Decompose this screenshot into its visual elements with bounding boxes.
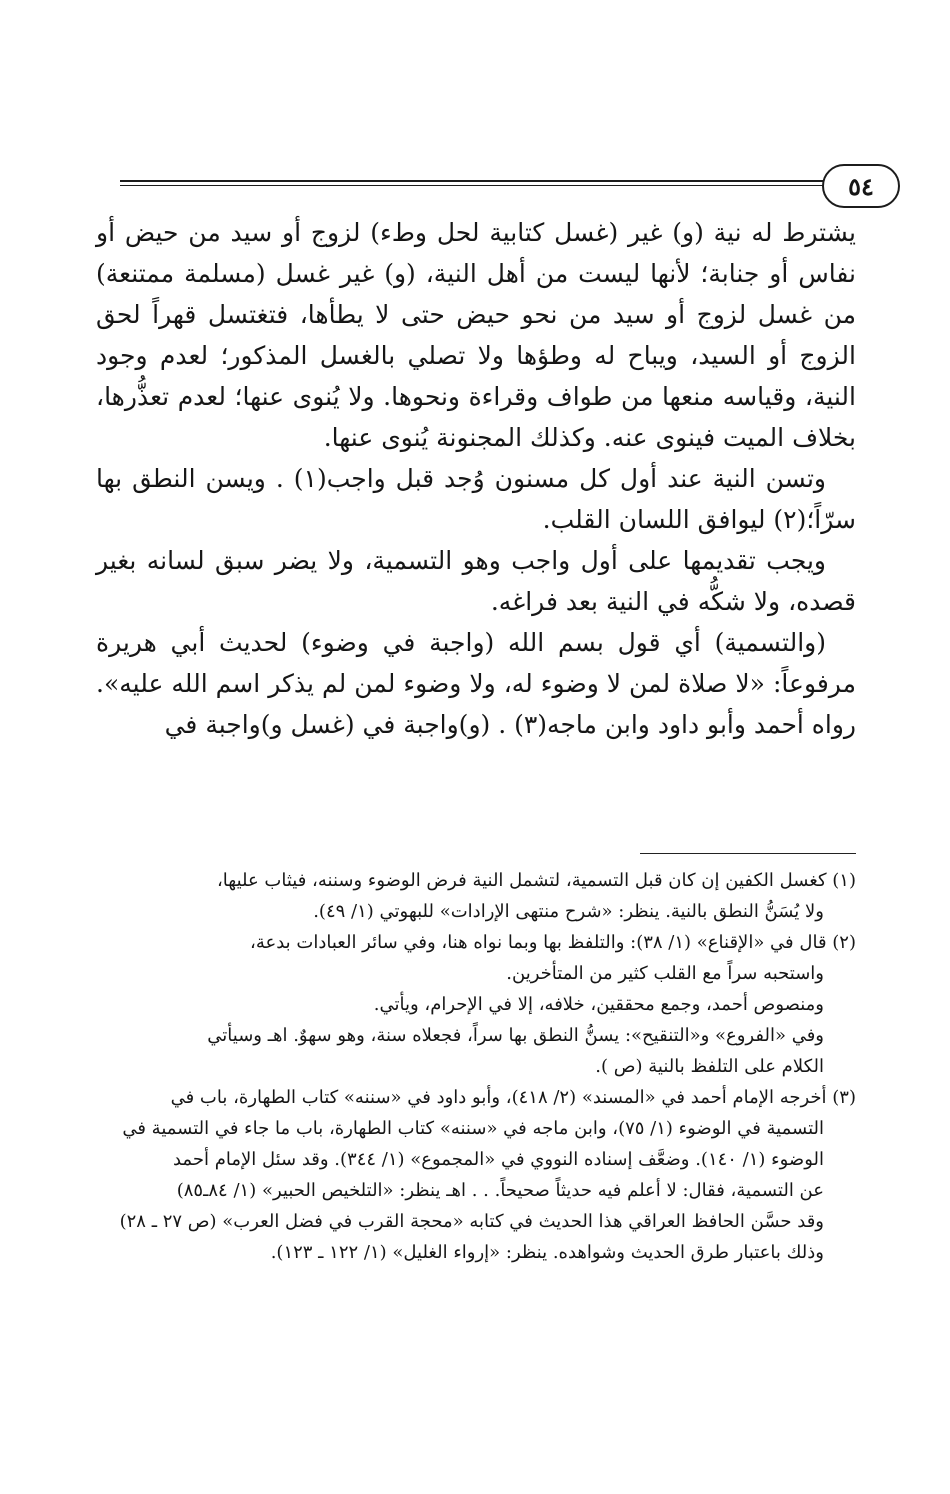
footnote-line: (٣) أخرجه الإمام أحمد في «المسند» (٢/ ٤١٨)، وأبو داود في «سننه» كتاب الطهارة، باب في bbox=[170, 1087, 856, 1108]
footnote-line: واستحبه سراً مع القلب كثير من المتأخرين. bbox=[506, 963, 824, 984]
text-line: تعذُّرها، بخلاف الميت فينوى عنه. وكذلك المجنونة يُنوى عنها. bbox=[96, 382, 856, 452]
footnotes bbox=[96, 865, 856, 1268]
footnote-3-cont bbox=[96, 1113, 856, 1144]
text-line: الزوج أو السيد، ويباح له وطؤها ولا تصلي بالغسل المذكور؛ لعدم وجود bbox=[96, 341, 856, 370]
text-line: ويجب تقديمها على أول واجب وهو التسمية، ولا يضر سبق لسانه bbox=[146, 546, 827, 575]
paragraph-1 bbox=[96, 212, 856, 458]
text-line: النية، وقياسه منعها من طواف وقراءة ونحوها. ولا يُنوى عنها؛ لعدم bbox=[177, 382, 856, 411]
footnote-2-sub bbox=[96, 1051, 856, 1082]
footnote-2-sub bbox=[96, 989, 856, 1020]
paragraph-3 bbox=[96, 540, 856, 622]
footnote-3-cont bbox=[96, 1175, 856, 1206]
footnote-line: وقد حسَّن الحافظ العراقي هذا الحديث في كتابه «محجة القرب في فضل العرب» (ص ٢٧ ـ ٢٨) bbox=[119, 1211, 824, 1232]
text-line: مرفوعاً: «لا صلاة لمن لا وضوء له، ولا وضوء لمن لم يذكر اسم الله عليه». bbox=[96, 669, 856, 698]
text-line: يشترط له نية (و) غير (غسل كتابية لحل وطء) لزوج أو سيد من حيض أو bbox=[96, 218, 856, 247]
footnote-line: الوضوء (١/ ١٤٠). وضعَّف إسناده النووي في «المجموع» (١/ ٣٤٤). وقد سئل الإمام أحمد bbox=[172, 1149, 824, 1170]
footnote-3-cont bbox=[96, 1237, 856, 1268]
header-rule-thin bbox=[120, 185, 828, 186]
paragraph-4 bbox=[96, 622, 856, 745]
footnote-line: ولا يُسَنُّ النطق بالنية. ينظر: «شرح منتهى الإرادات» للبهوتي (١/ ٤٩). bbox=[313, 901, 824, 922]
footnote-line: الكلام على التلفظ بالنية (ص ). bbox=[595, 1056, 824, 1077]
footnote-line: (٢) قال في «الإقناع» (١/ ٣٨): والتلفظ بها وبما نواه هنا، وفي سائر العبادات بدعة، bbox=[250, 932, 856, 953]
header-rule bbox=[120, 180, 828, 182]
footnote-separator bbox=[640, 853, 856, 854]
footnote-line: عن التسمية، فقال: لا أعلم فيه حديثاً صحيحاً. . . اهـ ينظر: «التلخيص الحبير» (١/ ٨٤ـ٨٥) bbox=[176, 1180, 824, 1201]
footnote-2 bbox=[96, 927, 856, 958]
footnote-line: وذلك باعتبار طرق الحديث وشواهده. ينظر: «إرواء الغليل» (١/ ١٢٢ ـ ١٢٣). bbox=[270, 1242, 824, 1263]
footnote-3 bbox=[96, 1082, 856, 1113]
footnote-3-cont bbox=[96, 1206, 856, 1237]
text-line: بها سرّاً؛(٢) ليوافق اللسان القلب. bbox=[96, 464, 856, 534]
footnote-1-cont bbox=[96, 896, 856, 927]
footnote-line: (١) كغسل الكفين إن كان قبل التسمية، لتشمل النية فرض الوضوء وسننه، فيثاب عليها، bbox=[216, 870, 856, 891]
footnote-3-cont bbox=[96, 1144, 856, 1175]
footnote-2-cont bbox=[96, 958, 856, 989]
footnote-line: وفي «الفروع» و«التنقيح»: يسنُّ النطق بها سراً، فجعلاه سنة، وهو سهوٌ. اهـ وسيأتي bbox=[207, 1025, 824, 1046]
text-line: نفاس أو جنابة؛ لأنها ليست من أهل النية، (و) غير غسل (مسلمة ممتنعة) bbox=[96, 259, 856, 288]
footnote-line: ومنصوص أحمد، وجمع محققين، خلافه، إلا في الإحرام، ويأتي. bbox=[373, 994, 824, 1015]
text-line: بغير قصده، ولا شكُّه في النية بعد فراغه. bbox=[96, 546, 856, 616]
paragraph-2 bbox=[96, 458, 856, 540]
text-line: من غسل لزوج أو سيد من نحو حيض حتى لا يطأها، فتغتسل قهراً لحق bbox=[96, 300, 856, 329]
footnote-1 bbox=[96, 865, 856, 896]
text-line: وتسن النية عند أول كل مسنون وُجد قبل واجب(١) . ويسن النطق bbox=[132, 464, 826, 493]
text-line: رواه أحمد وأبو داود وابن ماجه(٣) . (و)واجبة في (غسل و)واجبة في bbox=[164, 710, 856, 739]
text-line: (والتسمية) أي قول بسم الله (واجبة في وضوء) لحديث أبي هريرة bbox=[96, 628, 826, 657]
page-number: ٥٤ bbox=[822, 164, 900, 208]
footnote-line: التسمية في الوضوء (١/ ٧٥)، وابن ماجه في «سننه» كتاب الطهارة، باب ما جاء في التسمية في bbox=[122, 1118, 824, 1139]
main-text bbox=[96, 212, 856, 745]
footnote-2-sub bbox=[96, 1020, 856, 1051]
